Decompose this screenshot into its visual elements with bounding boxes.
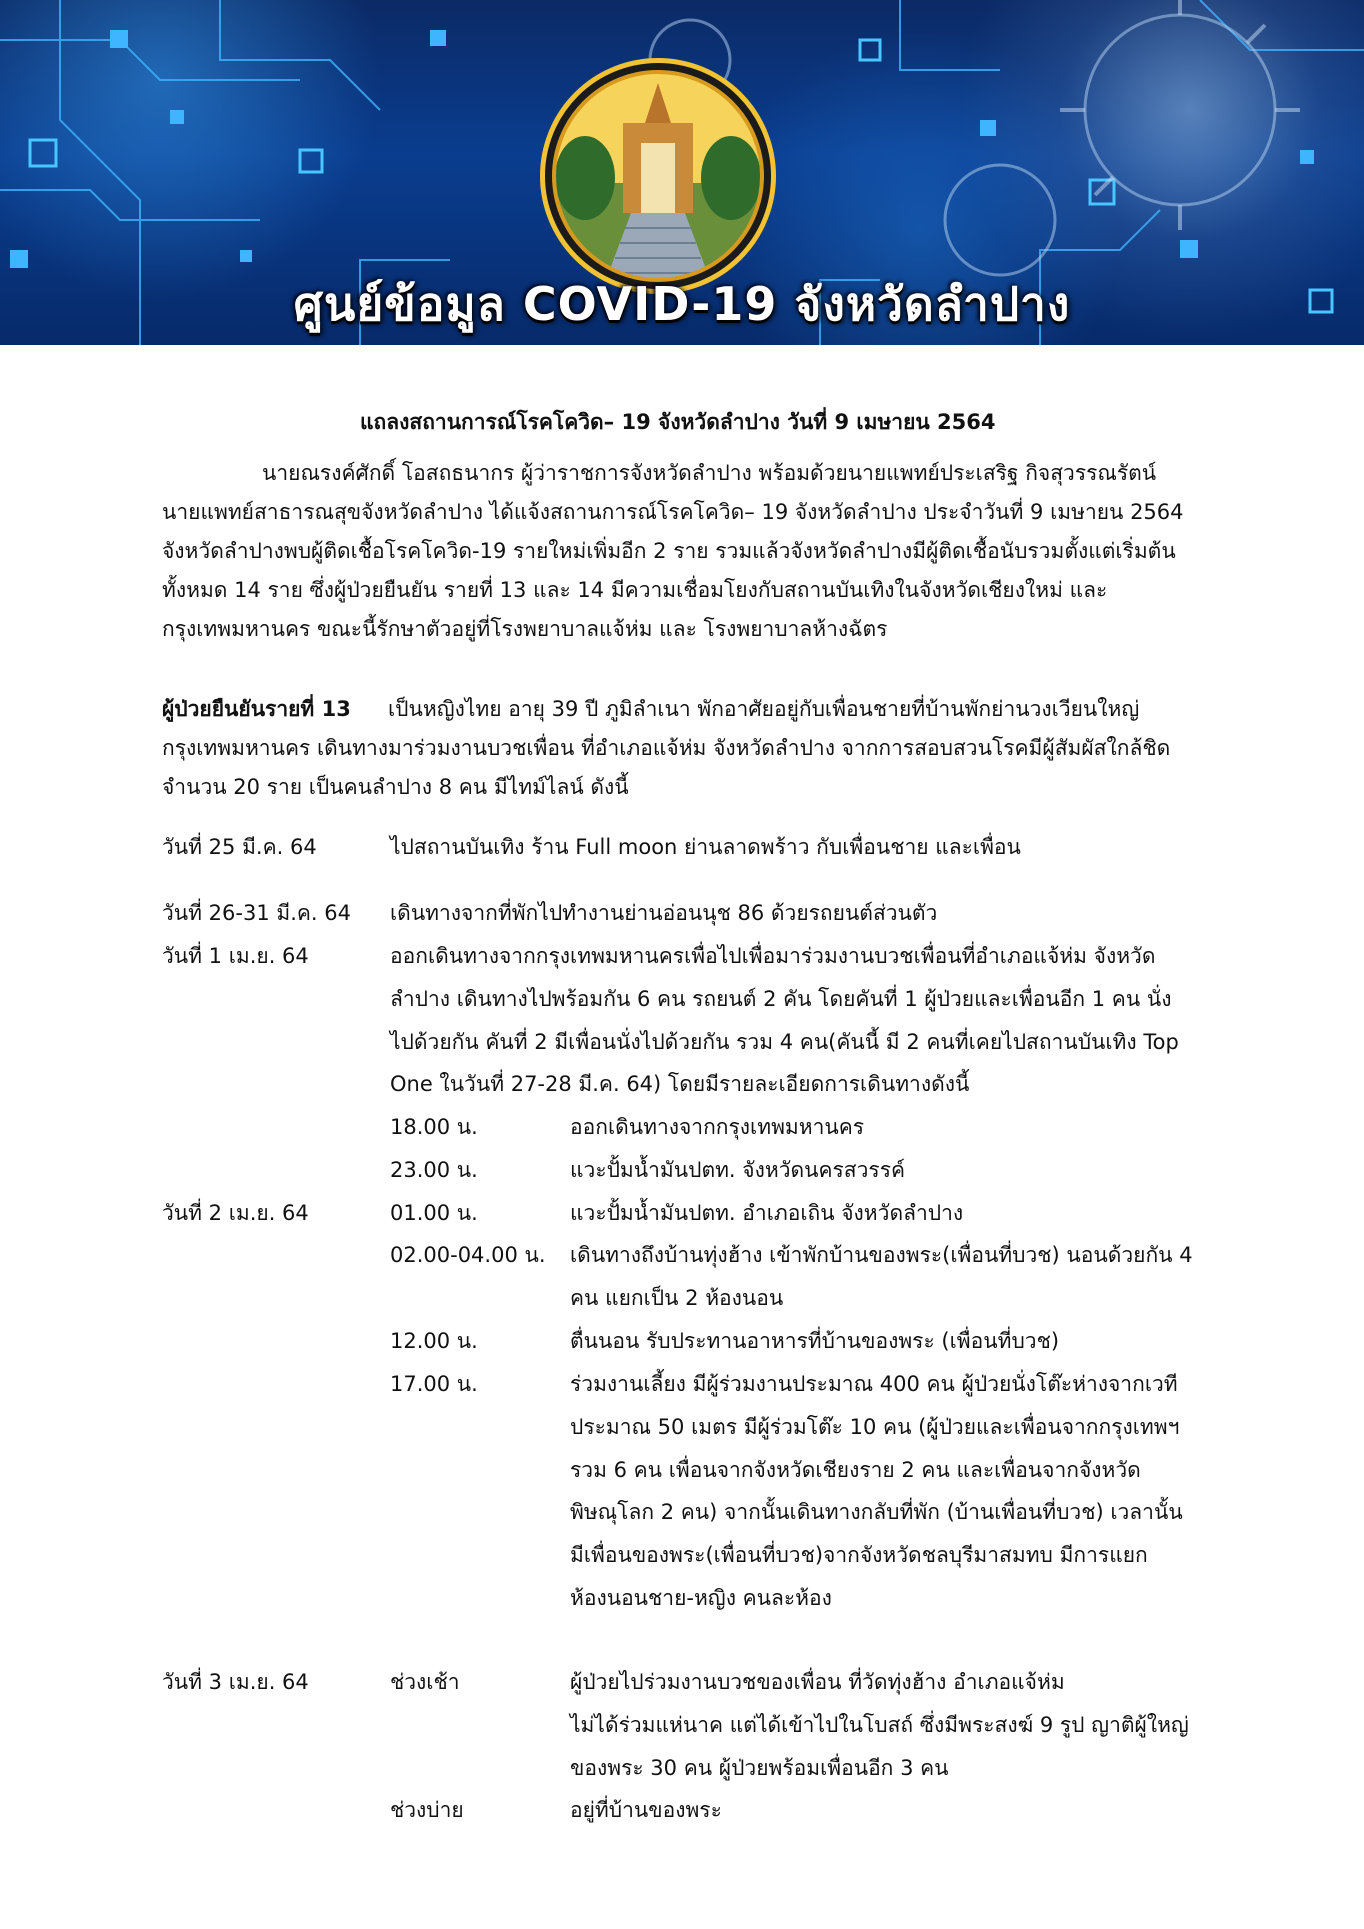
case-13-line: กรุงเทพมหานคร เดินทางมาร่วมงานบวชเพื่อน ที่อำเภอแจ้ห่ม จังหวัดลำปาง จากการสอบสวนโรคมีผู้สัมผัสใกล้ชิด <box>162 736 1171 760</box>
timeline-date: วันที่ 25 มี.ค. 64 <box>162 835 317 859</box>
timeline-text: เดินทางจากที่พักไปทำงานย่านอ่อนนุช 86 ด้วยรถยนต์ส่วนตัว <box>390 901 938 925</box>
timeline-text: ห้องนอนชาย-หญิง คนละห้อง <box>570 1586 832 1610</box>
timeline-text: เดินทางถึงบ้านทุ่งฮ้าง เข้าพักบ้านของพระ(เพื่อนที่บวช) นอนด้วยกัน 4 <box>570 1243 1193 1267</box>
timeline-text: แวะปั้มน้ำมันปตท. จังหวัดนครสวรรค์ <box>570 1158 906 1182</box>
lampang-province-emblem <box>540 58 776 294</box>
case-13-line: จำนวน 20 ราย เป็นคนลำปาง 8 คน มีไทม์ไลน์ ดังนี้ <box>162 775 629 799</box>
case-13-label: ผู้ป่วยยืนยันรายที่ 13 <box>162 697 351 721</box>
timeline-text: ออกเดินทางจากกรุงเทพมหานคร <box>570 1115 865 1139</box>
timeline-date: วันที่ 26-31 มี.ค. 64 <box>162 901 351 925</box>
timeline-time: 12.00 น. <box>390 1329 478 1353</box>
document-heading: แถลงสถานการณ์โรคโควิด– 19 จังหวัดลำปาง วันที่ 9 เมษายน 2564 <box>360 410 996 434</box>
timeline-date: วันที่ 1 เม.ย. 64 <box>162 944 309 968</box>
timeline-text: ของพระ 30 คน ผู้ป่วยพร้อมเพื่อนอีก 3 คน <box>570 1756 949 1780</box>
timeline-time: 23.00 น. <box>390 1158 478 1182</box>
banner-title: ศูนย์ข้อมูล COVID-19 จังหวัดลำปาง <box>293 277 1071 331</box>
timeline-time: 17.00 น. <box>390 1372 478 1396</box>
timeline-text: ไม่ได้ร่วมแห่นาค แต่ได้เข้าไปในโบสถ์ ซึ่งมีพระสงฆ์ 9 รูป ญาติผู้ใหญ่ <box>570 1713 1189 1737</box>
timeline-date: วันที่ 2 เม.ย. 64 <box>162 1201 309 1225</box>
timeline-text: ประมาณ 50 เมตร มีผู้ร่วมโต๊ะ 10 คน (ผู้ป่วยและเพื่อนจากกรุงเทพฯ <box>570 1415 1180 1439</box>
timeline-text: ร่วมงานเลี้ยง มีผู้ร่วมงานประมาณ 400 คน ผู้ป่วยนั่งโต๊ะห่างจากเวที <box>570 1372 1178 1396</box>
timeline-date: วันที่ 3 เม.ย. 64 <box>162 1670 309 1694</box>
case-13-line: เป็นหญิงไทย อายุ 39 ปี ภูมิลำเนา พักอาศัยอยู่กับเพื่อนชายที่บ้านพักย่านวงเวียนใหญ่ <box>388 697 1140 721</box>
timeline-text: พิษณุโลก 2 คน) จากนั้นเดินทางกลับที่พัก (บ้านเพื่อนที่บวช) เวลานั้น <box>570 1500 1183 1524</box>
timeline-text: อยู่ที่บ้านของพระ <box>570 1798 722 1822</box>
timeline-time: 18.00 น. <box>390 1115 478 1139</box>
timeline-text: คน แยกเป็น 2 ห้องนอน <box>570 1286 784 1310</box>
timeline-time: ช่วงบ่าย <box>390 1798 464 1822</box>
intro-line: กรุงเทพมหานคร ขณะนี้รักษาตัวอยู่ที่โรงพยาบาลแจ้ห่ม และ โรงพยาบาลห้างฉัตร <box>162 617 888 641</box>
timeline-text: ตื่นนอน รับประทานอาหารที่บ้านของพระ (เพื่อนที่บวช) <box>570 1329 1060 1353</box>
timeline-text: ออกเดินทางจากกรุงเทพมหานครเพื่อไปเพื่อมาร่วมงานบวชเพื่อนที่อำเภอแจ้ห่ม จังหวัด <box>390 944 1156 968</box>
timeline-time: 01.00 น. <box>390 1201 478 1225</box>
timeline-text: รวม 6 คน เพื่อนจากจังหวัดเชียงราย 2 คน และเพื่อนจากจังหวัด <box>570 1458 1141 1482</box>
intro-line: ทั้งหมด 14 ราย ซึ่งผู้ป่วยยืนยัน รายที่ 13 และ 14 มีความเชื่อมโยงกับสถานบันเทิงในจังหวัดเชียงใหม่ และ <box>162 578 1108 602</box>
timeline-text: แวะปั้มน้ำมันปตท. อำเภอเถิน จังหวัดลำปาง <box>570 1201 964 1225</box>
timeline-text: ลำปาง เดินทางไปพร้อมกัน 6 คน รถยนต์ 2 คัน โดยคันที่ 1 ผู้ป่วยและเพื่อนอีก 1 คน นั่ง <box>390 987 1172 1011</box>
intro-line: นายแพทย์สาธารณสุขจังหวัดลำปาง ได้แจ้งสถานการณ์โรคโควิด– 19 จังหวัดลำปาง ประจำวันที่ 9 เมษายน 2564 <box>162 500 1184 524</box>
header-banner <box>0 0 1364 345</box>
timeline-time: ช่วงเช้า <box>390 1670 460 1694</box>
intro-line: นายณรงค์ศักดิ์ โอสถธนากร ผู้ว่าราชการจังหวัดลำปาง พร้อมด้วยนายแพทย์ประเสริฐ กิจสุวรรณรัตน์ <box>262 461 1157 485</box>
timeline-text: ไปสถานบันเทิง ร้าน Full moon ย่านลาดพร้าว กับเพื่อนชาย และเพื่อน <box>390 835 1021 859</box>
intro-line: จังหวัดลำปางพบผู้ติดเชื้อโรคโควิด-19 รายใหม่เพิ่มอีก 2 ราย รวมแล้วจังหวัดลำปางมีผู้ติดเชื้อนับรวมตั้งแต่เริ่มต้น <box>162 539 1176 563</box>
timeline-text: One ในวันที่ 27-28 มี.ค. 64) โดยมีรายละเอียดการเดินทางดังนี้ <box>390 1072 970 1096</box>
timeline-text: ไปด้วยกัน คันที่ 2 มีเพื่อนนั่งไปด้วยกัน รวม 4 คน(คันนี้ มี 2 คนที่เคยไปสถานบันเทิง Top <box>390 1030 1179 1054</box>
timeline-text: ผู้ป่วยไปร่วมงานบวชของเพื่อน ที่วัดทุ่งฮ้าง อำเภอแจ้ห่ม <box>570 1670 1065 1694</box>
timeline-time: 02.00-04.00 น. <box>390 1243 546 1267</box>
timeline-text: มีเพื่อนของพระ(เพื่อนที่บวช)จากจังหวัดชลบุรีมาสมทบ มีการแยก <box>570 1543 1148 1567</box>
